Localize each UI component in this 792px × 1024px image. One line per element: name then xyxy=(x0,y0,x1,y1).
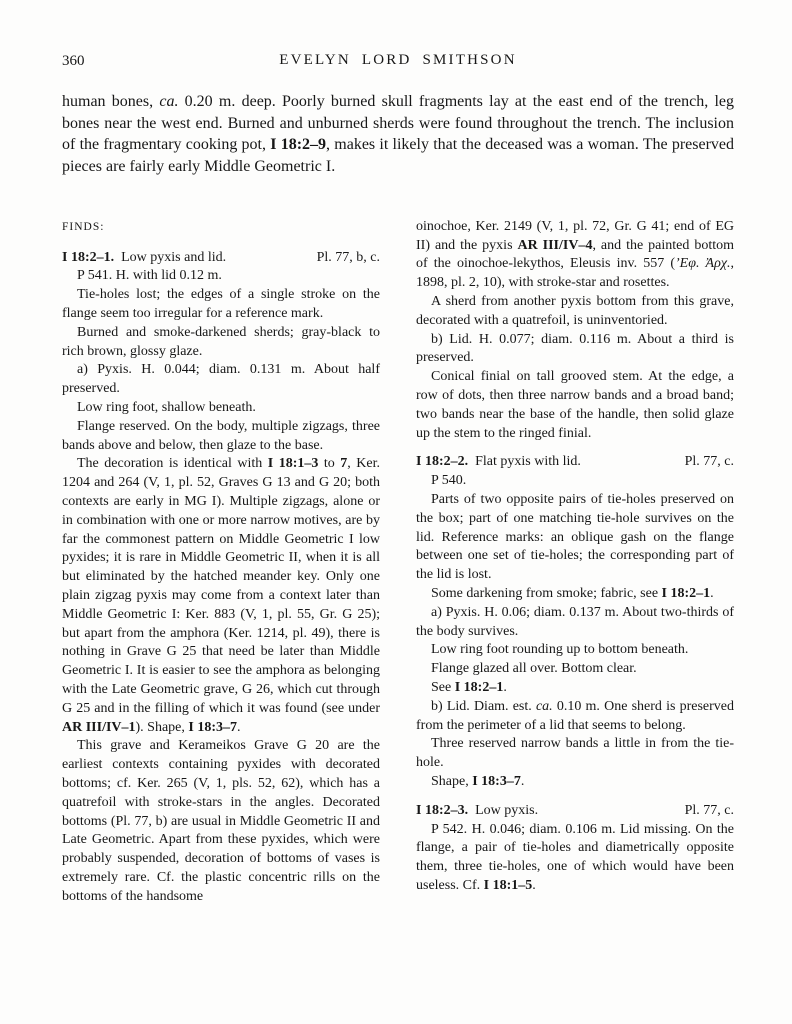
entry-title xyxy=(416,453,581,472)
text-run: 0.10 m. One sherd is preserved from the perimeter of a lid that seems to belong. xyxy=(416,698,734,733)
plate-reference: Pl. 77, b, c. xyxy=(316,249,380,265)
entry-heading xyxy=(416,802,734,821)
text-run: I 18:2–1 xyxy=(661,585,711,601)
text-run: I 18:2–3. xyxy=(416,802,469,818)
paragraph xyxy=(416,604,734,642)
entry-title xyxy=(416,802,538,821)
text-run: I 18:1–3 xyxy=(267,456,319,472)
intro-paragraph xyxy=(62,91,734,178)
text-run: Low ring foot, shallow beneath. xyxy=(77,399,256,415)
text-run: to xyxy=(318,456,341,472)
text-run: . xyxy=(237,719,241,735)
text-run: I 18:2–1. xyxy=(62,249,115,265)
text-run: . xyxy=(520,773,525,789)
text-run: ca. xyxy=(159,93,179,110)
text-run: , and the painted bottom of the oinochoe-lekythos, Eleusis inv. 557 ( xyxy=(416,237,734,272)
text-run: Tie-holes lost; the edges of a single stroke on the flange seem too irregular for a reference mark. xyxy=(62,287,380,321)
text-run: The decoration is identical with xyxy=(77,456,268,472)
text-run: Low ring foot rounding up to bottom beneath. xyxy=(431,642,689,658)
text-run: human bones, xyxy=(62,93,160,110)
text-run: A sherd from another pyxis bottom from this grave, decorated with a quatrefoil, is uninventoried. xyxy=(416,294,734,328)
text-run: ). Shape, xyxy=(135,719,189,735)
column-right xyxy=(416,218,734,907)
paragraph xyxy=(416,331,734,369)
text-run: . xyxy=(710,585,714,601)
paragraph xyxy=(416,821,734,896)
text-run: Flat pyxis with lid. xyxy=(468,454,581,470)
text-run: b) Lid. H. 0.077; diam. 0.116 m. About a third is preserved. xyxy=(416,331,734,366)
text-run: Shape, xyxy=(431,773,473,789)
text-run: Flange glazed all over. Bottom clear. xyxy=(431,661,637,677)
text-run: . xyxy=(503,679,507,695)
text-run: I 18:2–9 xyxy=(270,136,327,154)
paragraph xyxy=(416,698,734,736)
text-run: oinochoe, Ker. 2149 (V, 1, pl. 72, Gr. G 41; end of EG II) and the pyxis xyxy=(416,218,734,253)
text-run: Three reserved narrow bands a little in from the tie-hole. xyxy=(416,736,734,771)
column-left xyxy=(62,218,380,907)
entry-heading xyxy=(62,249,380,268)
text-run: ca. xyxy=(535,698,553,714)
paragraph xyxy=(416,735,734,773)
text-run: P 540. xyxy=(431,473,467,489)
paragraph xyxy=(62,399,380,418)
text-run: I 18:2–1 xyxy=(454,679,504,695)
running-head: EVELYN LORD SMITHSON xyxy=(279,52,517,68)
page-header xyxy=(62,52,734,72)
paragraph xyxy=(416,472,734,491)
journal-page xyxy=(62,52,734,907)
text-run: , 1898, pl. 2, 10), with stroke-star and rosettes. xyxy=(416,256,734,291)
entry-heading xyxy=(416,453,734,472)
text-run: . xyxy=(532,877,536,893)
text-run: AR III/IV–1 xyxy=(62,719,136,735)
two-column-text xyxy=(62,218,734,907)
entry-title xyxy=(62,249,226,268)
paragraph xyxy=(416,218,734,293)
paragraph xyxy=(62,455,380,737)
paragraph xyxy=(416,679,734,698)
text-run: , makes it likely that the deceased was a woman. The preserved pieces are fairly early Middle Geometric I. xyxy=(62,136,735,176)
text-run: P 541. H. with lid 0.12 m. xyxy=(77,268,222,284)
text-run: I 18:2–2. xyxy=(416,454,469,470)
plate-reference: Pl. 77, c. xyxy=(684,454,734,470)
text-run: b) Lid. Diam. est. xyxy=(431,698,536,714)
paragraph xyxy=(62,737,380,906)
text-run: a) Pyxis. H. 0.06; diam. 0.137 m. About two-thirds of the body survives. xyxy=(416,604,734,639)
text-run: Parts of two opposite pairs of tie-holes preserved on the box; part of one matching tie-hole survives on the lid. Reference marks: an oblique gash on the flange between one set of tie-holes; the corresponding part of the lid is lost. xyxy=(416,491,734,583)
paragraph xyxy=(416,293,734,331)
text-run: Low pyxis. xyxy=(468,802,539,818)
text-run: This grave and Kerameikos Grave G 20 are the earliest contexts containing pyxides with decorated bottoms; cf. Ker. 265 (V, 1, pls. 52, 62), which has a quatrefoil with stroke-stars in the angles. Decorated bottoms (Pl. 77, b) are usual in Middle Geometric II and Late Geometric. Apart from these pyxides, which were probably suspended, decoration of bottoms of vases is extremely rare. Cf. the plastic concentric rills on the bottoms of the handsome xyxy=(62,738,380,904)
plate-reference: Pl. 77, c. xyxy=(684,802,734,818)
paragraph xyxy=(62,418,380,456)
text-run: AR III/IV–4 xyxy=(517,237,593,253)
text-run: I 18:3–7 xyxy=(188,719,238,735)
text-run: Low pyxis and lid. xyxy=(114,249,227,265)
paragraph xyxy=(416,641,734,660)
page-number: 360 xyxy=(62,53,85,69)
paragraph xyxy=(62,324,380,362)
paragraph xyxy=(416,773,734,792)
text-run: P 542. H. 0.046; diam. 0.106 m. Lid missing. On the flange, a pair of tie-holes and diametrically opposite them, three tie-holes, one of which would have been useless. Cf. xyxy=(416,821,734,893)
paragraph xyxy=(416,491,734,585)
text-run: 7 xyxy=(340,456,348,472)
paragraph xyxy=(62,286,380,324)
text-run: ’Εφ. Ἀρχ. xyxy=(674,256,731,272)
text-run: Flange reserved. On the body, multiple zigzags, three bands above and below, then glaze to the base. xyxy=(62,418,380,453)
text-run: 0.20 m. deep. Poorly burned skull fragments lay at the east end of the trench, leg bones near the west end. Burned and unburned sherds were found throughout the trench. The inclusion of the fragmentary cooking pot, xyxy=(62,93,735,154)
text-run: I 18:3–7 xyxy=(472,773,521,789)
text-run: Conical finial on tall grooved stem. At the edge, a row of dots, then three narrow bands and a broad band; two bands near the base of the handle, then solid glaze up the stem to the ringed finial. xyxy=(416,369,734,441)
text-run: I 18:1–5 xyxy=(483,877,533,893)
text-run: Burned and smoke-darkened sherds; gray-black to rich brown, glossy glaze. xyxy=(62,324,380,359)
text-run: a) Pyxis. H. 0.044; diam. 0.131 m. About half preserved. xyxy=(62,362,380,397)
paragraph xyxy=(416,660,734,679)
finds-label: FINDS: xyxy=(62,220,105,233)
paragraph xyxy=(416,368,734,443)
text-run: , Ker. 1204 and 264 (V, 1, pl. 52, Graves G 13 and G 20; both contexts are early in MG I). Multiple zigzags, alone or in combination with one or more narrow motives, are by far the commonest pattern on Middle Geometric I low pyxides; it is rare in Middle Geometric II, when it is all but eliminated by the hatched meander key. Only one plain zigzag pyxis may come from a context later than Middle Geometric I: Ker. 883 (V, 1, pl. 55, Gr. G 25); but apart from the amphora (Ker. 1214, pl. 49), there is nothing in Grave G 25 that need be later than Middle Geometric I. It is easier to see the amphora as belonging with the Late Geometric grave, G 26, which cut through G 25 and in the filling of which it was found (see under xyxy=(62,456,380,716)
text-run: See xyxy=(431,679,455,695)
paragraph xyxy=(416,585,734,604)
paragraph xyxy=(62,361,380,399)
paragraph xyxy=(62,267,380,286)
text-run: Some darkening from smoke; fabric, see xyxy=(431,585,662,601)
